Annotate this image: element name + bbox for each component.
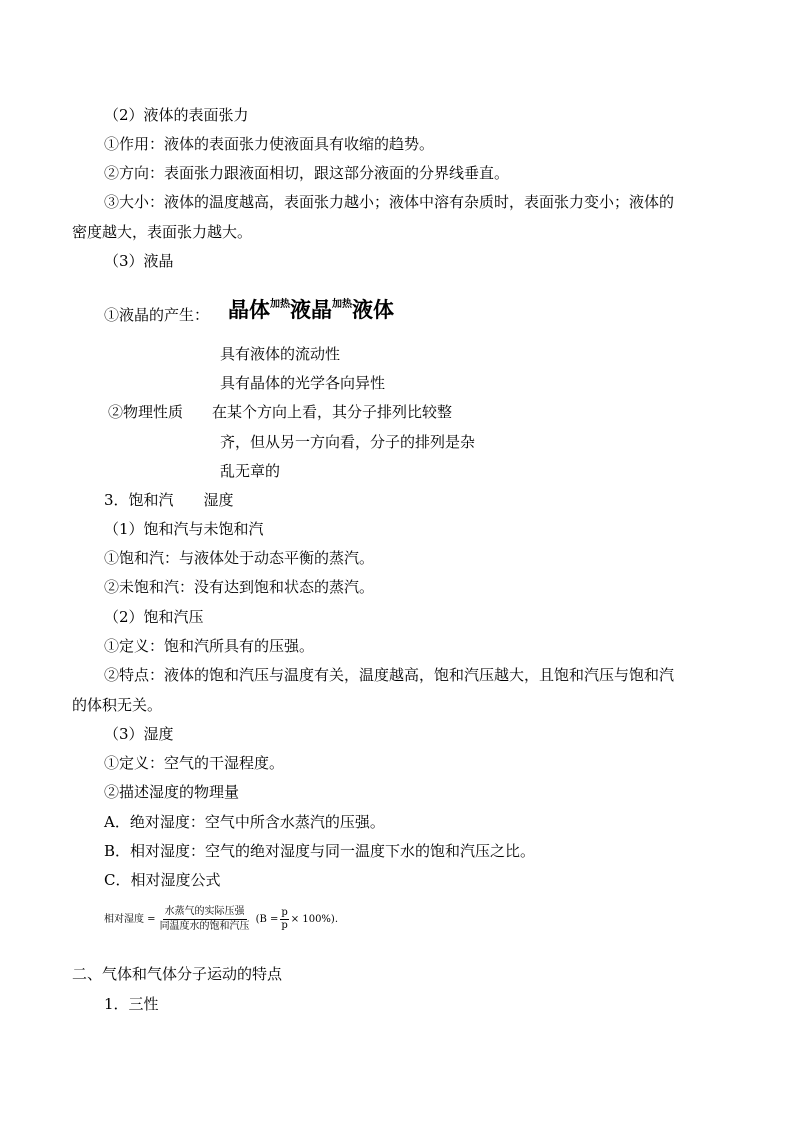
section-heading-gas: 二、气体和气体分子运动的特点 <box>72 965 283 983</box>
formula-tail: × 100%). <box>290 913 339 925</box>
formula-fraction <box>158 906 252 933</box>
text-line: ②特点：液体的饱和汽压与温度有关，温度越高，饱和汽压越大，且饱和汽压与饱和汽 <box>104 666 675 684</box>
property-item: 齐，但从另一方向看，分子的排列是杂 <box>220 433 476 451</box>
liquid-text: 液体 <box>352 297 394 322</box>
text-line: C．相对湿度公式 <box>104 871 221 889</box>
formula-lhs: 相对湿度 = <box>104 913 156 925</box>
relative-humidity-formula <box>104 906 338 933</box>
text-line: ②方向：表面张力跟液面相切，跟这部分液面的分界线垂直。 <box>104 164 510 182</box>
text-line: ①作用：液体的表面张力使液面具有收缩的趋势。 <box>104 135 435 153</box>
heating-label: 加热 <box>270 299 290 310</box>
formula-numerator: 水蒸气的实际压强 <box>163 906 247 920</box>
section-heading-liquid-crystal: （3）液晶 <box>104 252 174 270</box>
text-line: ②未饱和汽：没有达到饱和状态的蒸汽。 <box>104 578 375 596</box>
formula-denominator: 同温度水的饱和汽压 <box>159 921 250 932</box>
text-line: A．绝对湿度：空气中所含水蒸汽的压强。 <box>104 813 385 831</box>
text-line: ①定义：空气的干湿程度。 <box>104 754 285 772</box>
formula-p-numerator: p <box>281 907 288 918</box>
section-heading-surface-tension: （2）液体的表面张力 <box>104 106 249 124</box>
text-line: ③大小：液体的温度越高，表面张力越小；液体中溶有杂质时，表面张力变小；液体的 <box>104 193 675 211</box>
text-line: ①液晶的产生： <box>104 306 210 324</box>
formula-p-fraction <box>280 907 288 932</box>
formula-p-denominator: p <box>281 920 288 931</box>
property-item: 乱无章的 <box>220 462 281 480</box>
phase-transition-equation <box>228 292 394 323</box>
section-heading-saturated-vapor: 3．饱和汽 湿度 <box>104 491 234 509</box>
property-item: 在某个方向上看，其分子排列比较整 <box>212 403 453 421</box>
property-item: 具有液体的流动性 <box>220 345 341 363</box>
property-item: 具有晶体的光学各向异性 <box>220 374 386 392</box>
text-line: 的体积无关。 <box>72 696 163 714</box>
text-line: ①饱和汽：与液体处于动态平衡的蒸汽。 <box>104 549 375 567</box>
heating-label: 加热 <box>332 299 352 310</box>
crystal-text: 晶体 <box>228 297 270 322</box>
text-line: （1）饱和汽与未饱和汽 <box>104 520 264 538</box>
text-line: ②描述湿度的物理量 <box>104 783 240 801</box>
text-line: B．相对湿度：空气的绝对湿度与同一温度下水的饱和汽压之比。 <box>104 842 536 860</box>
text-line: （2）饱和汽压 <box>104 608 204 626</box>
liquid-crystal-text: 液晶 <box>290 297 332 322</box>
text-line: （3）湿度 <box>104 725 174 743</box>
text-line: 密度越大，表面张力越大。 <box>72 223 253 241</box>
formula-paren-open: (B = <box>255 913 279 925</box>
text-line: ②物理性质 <box>108 403 184 421</box>
text-line: 1．三性 <box>104 995 159 1013</box>
text-line: ①定义：饱和汽所具有的压强。 <box>104 637 315 655</box>
